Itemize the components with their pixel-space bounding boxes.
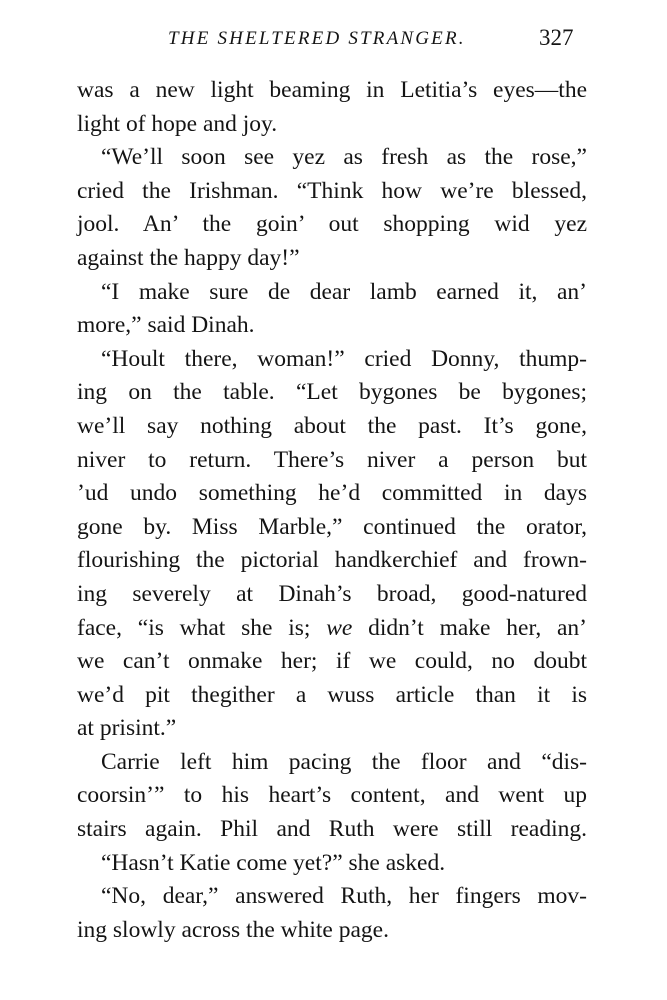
text-line: was a new light beaming in Letitia’s eyes—the — [77, 77, 587, 103]
text-line: “I make sure de dear lamb earned it, an’ — [101, 278, 587, 305]
text-line: Carrie left him pacing the floor and “dis- — [101, 748, 587, 775]
text-segment: face, “is what she is; — [77, 614, 327, 641]
running-title: THE SHELTERED STRANGER. — [168, 28, 466, 49]
body-text — [77, 74, 587, 947]
page-number: 327 — [539, 25, 574, 50]
text-line: ing slowly across the white page. — [77, 916, 389, 943]
text-line: ing severely at Dinah’s broad, good-natured — [77, 580, 587, 607]
text-segment: didn’t make her, an’ — [352, 614, 587, 641]
text-line: more,” said Dinah. — [77, 312, 255, 339]
text-line: we can’t onmake her; if we could, no doubt — [77, 648, 587, 675]
text-line: “Hasn’t Katie come yet?” she asked. — [101, 849, 446, 876]
text-line: ’ud undo something he’d committed in days — [77, 480, 587, 507]
text-line: niver to return. There’s niver a person but — [77, 446, 587, 473]
text-line: at prisint.” — [77, 715, 177, 742]
text-line: “We’ll soon see yez as fresh as the rose,” — [101, 144, 587, 171]
text-line: cried the Irishman. “Think how we’re blessed, — [77, 177, 587, 204]
text-line: ing on the table. “Let bygones be bygones; — [77, 379, 587, 406]
emphasized-word: we — [326, 614, 353, 641]
text-line: jool. An’ the goin’ out shopping wid yez — [77, 211, 587, 238]
text-line: “Hoult there, woman!” cried Donny, thump- — [101, 345, 587, 372]
text-line: flourishing the pictorial handkerchief and frown- — [77, 547, 587, 574]
text-line: coorsin’” to his heart’s content, and went up — [77, 782, 587, 809]
text-line: we’d pit thegither a wuss article than it is — [77, 681, 587, 708]
text-line: we’ll say nothing about the past. It’s gone, — [77, 412, 587, 439]
running-head — [0, 24, 667, 54]
text-line: light of hope and joy. — [77, 110, 278, 137]
text-line: against the happy day!” — [77, 244, 300, 271]
text-line: gone by. Miss Marble,” continued the orator, — [77, 513, 587, 540]
text-line: “No, dear,” answered Ruth, her fingers mov- — [101, 883, 587, 910]
text-line: stairs again. Phil and Ruth were still reading. — [77, 816, 587, 843]
text-line — [77, 612, 587, 646]
